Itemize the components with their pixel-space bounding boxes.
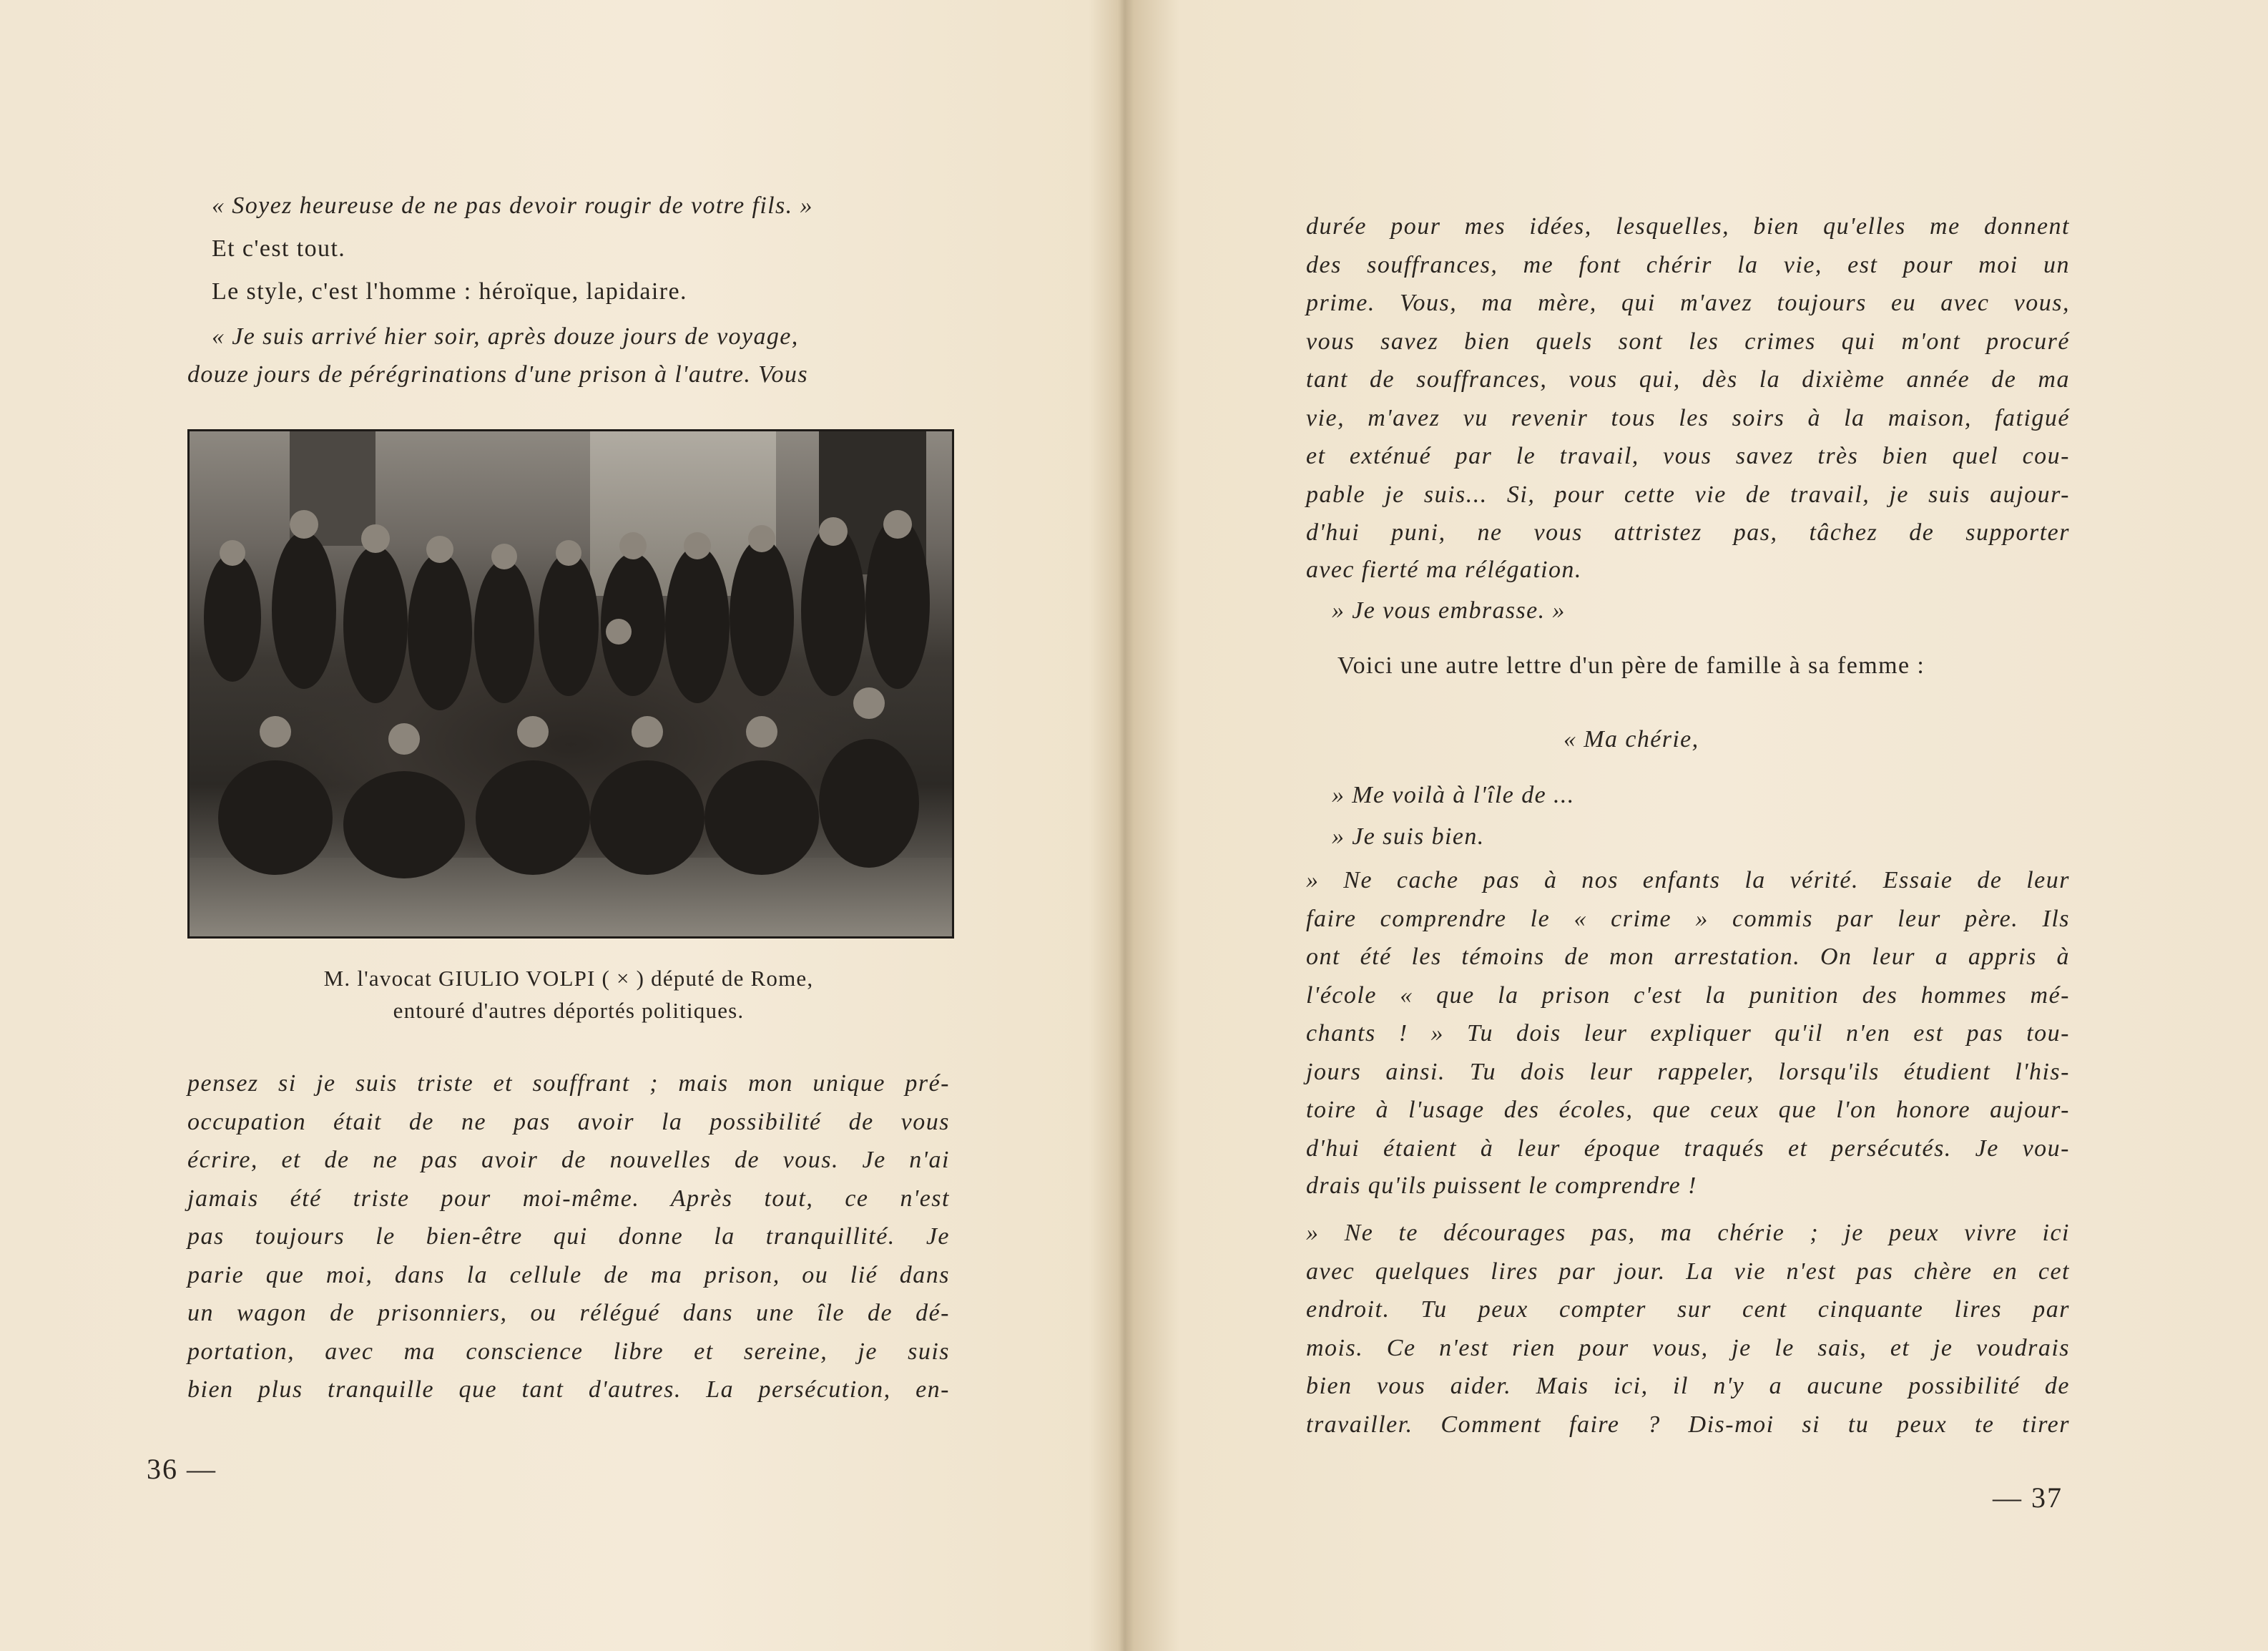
right-line: ont été les témoins de mon arrestation. On leur a appris à [1306,944,2070,970]
embrasse-line: » Je vous embrasse. » [1332,597,1566,624]
intro-line-1: « Soyez heureuse de ne pas devoir rougir de votre fils. » [212,192,813,219]
left-body-line: pas toujours le bien-être qui donne la tranquillité. Je [187,1223,950,1250]
right-text-block-c [1306,1214,2070,1444]
left-body-line: portation, avec ma conscience libre et sereine, je suis [187,1338,950,1365]
left-body-line: pensez si je suis triste et souffrant ; mais mon unique pré- [187,1070,950,1097]
right-line: chants ! » Tu dois leur expliquer qu'il n'en est pas tou- [1306,1020,2070,1047]
left-body-line: un wagon de prisonniers, ou rélégué dans une île de dé- [187,1300,950,1326]
right-line: d'hui étaient à leur époque traqués et persécutés. Je vou- [1306,1135,2070,1162]
right-line: » Ne cache pas à nos enfants la vérité. Essaie de leur [1306,867,2070,893]
photo-crowd [190,431,952,936]
right-line: mois. Ce n'est rien pour vous, je le sais, et je voudrais [1306,1334,2070,1361]
right-line: endroit. Tu peux compter sur cent cinquante lires par [1306,1296,2070,1323]
right-line: prime. Vous, ma mère, qui m'avez toujours eu avec vous, [1306,290,2070,316]
right-line: pable je suis... Si, pour cette vie de travail, je suis aujour- [1306,481,2070,508]
intro-line-5: douze jours de pérégrinations d'une prison à l'autre. Vous [187,361,808,388]
left-body-line: parie que moi, dans la cellule de ma prison, ou lié dans [187,1261,950,1288]
right-line: bien vous aider. Mais ici, il n'y a aucune possibilité de [1306,1373,2070,1399]
right-line: et exténué par le travail, vous savez très bien quel cou- [1306,443,2070,469]
right-line: toire à l'usage des écoles, que ceux que l'on honore aujour- [1306,1097,2070,1123]
right-line: l'école « que la prison c'est la punition des hommes mé- [1306,981,2070,1009]
right-line: d'hui puni, ne vous attristez pas, tâchez de supporter [1306,519,2070,546]
short-line-1: » Me voilà à l'île de ... [1332,782,1575,808]
intro-line-2: Et c'est tout. [212,235,346,262]
left-body-line: jamais été triste pour moi-même. Après tout, ce n'est [187,1185,950,1212]
right-line: tant de souffrances, vous qui, dès la dixième année de ma [1306,366,2070,393]
photo-caption-line-1: M. l'avocat GIULIO VOLPI ( × ) député de Rome, [323,966,814,991]
salutation: « Ma chérie, [1563,726,1699,753]
right-text-block-a [1306,207,2070,552]
right-page-number: — 37 [1993,1481,2063,1514]
left-body-line: bien plus tranquille que tant d'autres. La persécution, en- [187,1376,950,1403]
group-photo [187,429,954,939]
left-page [0,0,1130,1651]
right-text-block-b [1306,861,2070,1167]
short-line-2: » Je suis bien. [1332,823,1485,850]
right-line: travailler. Comment faire ? Dis-moi si tu peux te tirer [1306,1411,2070,1438]
right-line-last-a: avec fierté ma rélégation. [1306,557,1582,583]
letter-intro: Voici une autre lettre d'un père de famille à sa femme : [1337,652,1925,679]
right-line: » Ne te décourages pas, ma chérie ; je peux vivre ici [1306,1220,2070,1246]
right-line: vie, m'avez vu revenir tous les soirs à la maison, fatigué [1306,404,2070,431]
intro-line-4: « Je suis arrivé hier soir, après douze jours de voyage, [212,323,799,350]
right-line: faire comprendre le « crime » commis par leur père. Ils [1306,905,2070,932]
right-line: jours ainsi. Tu dois leur rappeler, lorsqu'ils étudient l'his- [1306,1058,2070,1085]
right-line: des souffrances, me font chérir la vie, est pour moi un [1306,251,2070,278]
left-body-line: occupation était de ne pas avoir la possibilité de vous [187,1108,950,1135]
photo-caption-line-2: entouré d'autres déportés politiques. [393,998,745,1023]
intro-line-3: Le style, c'est l'homme : héroïque, lapidaire. [212,278,687,305]
left-page-number: 36 — [147,1453,217,1485]
left-body-text [187,1064,950,1409]
left-body-line: écrire, et de ne pas avoir de nouvelles de vous. Je n'ai [187,1147,950,1173]
right-line: durée pour mes idées, lesquelles, bien qu'elles me donnent [1306,213,2070,240]
right-line-last-b: drais qu'ils puissent le comprendre ! [1306,1172,1697,1199]
right-line: vous savez bien quels sont les crimes qui m'ont procuré [1306,328,2070,355]
right-page [1137,0,2268,1651]
right-line: avec quelques lires par jour. La vie n'est pas chère en cet [1306,1258,2070,1285]
